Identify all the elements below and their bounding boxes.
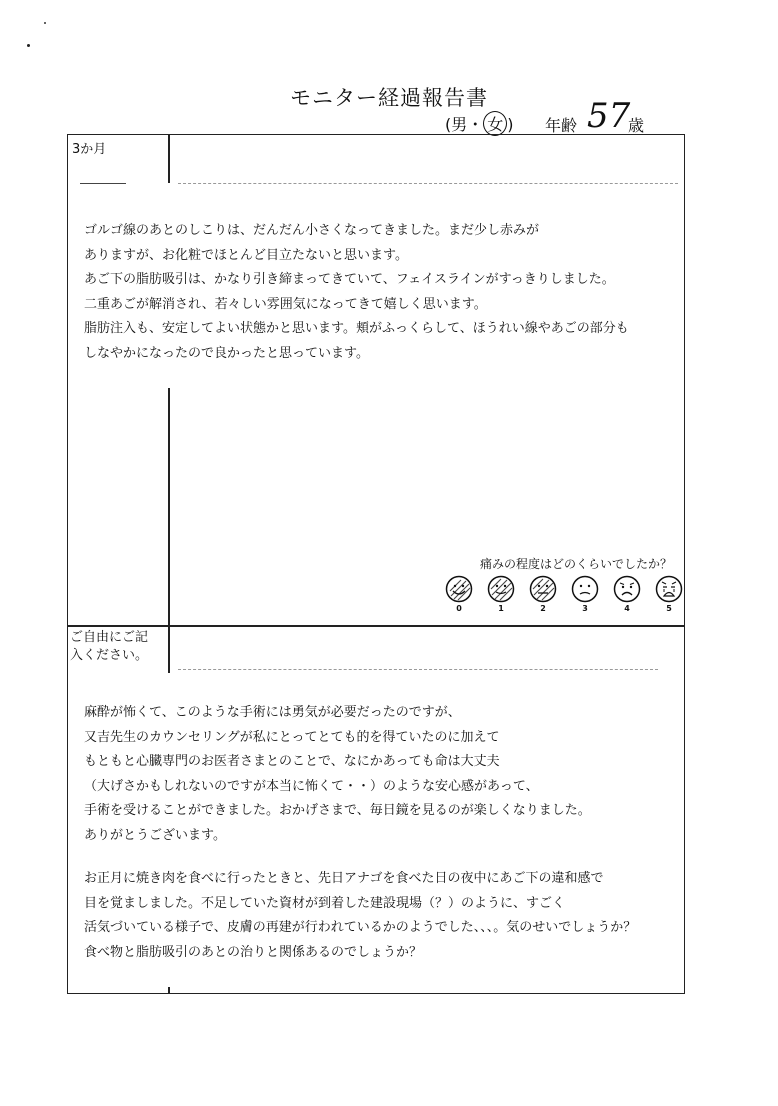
- face-slight-smile-icon: [487, 575, 515, 603]
- section1-label: 3か月: [72, 142, 107, 157]
- scan-speck: [44, 22, 46, 24]
- gender-selector: [445, 111, 514, 136]
- section2-label-line: ご自由にご記: [70, 630, 149, 645]
- section1-text: [84, 219, 629, 366]
- face-slight-frown-icon: [571, 575, 599, 603]
- pain-value-label: 2: [540, 604, 546, 613]
- text-line: もともと心臓専門のお医者さまとのことで、なにかあっても命は大丈夫: [84, 754, 500, 769]
- section2-text-para2: [84, 867, 636, 965]
- age-value[interactable]: 57: [587, 96, 631, 136]
- gender-separator: ・: [467, 115, 484, 134]
- guide-line: [80, 183, 126, 184]
- section2-label-line: 入ください。: [70, 648, 149, 663]
- text-line: ありがとうございます。: [84, 827, 226, 843]
- pain-value-label: 4: [624, 604, 630, 613]
- face-frown-icon: [613, 575, 641, 603]
- pain-value-label: 0: [456, 604, 462, 613]
- text-line: 活気づいている様子で、皮膚の再建が行われているかのようでした、、、。気のせいでしょうか？: [84, 920, 637, 935]
- pain-face-4[interactable]: [613, 575, 641, 613]
- pain-face-2[interactable]: [529, 575, 557, 613]
- gender-option-male[interactable]: 男: [451, 115, 468, 134]
- face-smile-icon: [445, 575, 473, 603]
- text-line: （大げさかもしれないのですが本当に怖くて・・）のような安心感があって、: [84, 778, 539, 794]
- pain-face-1[interactable]: [487, 575, 515, 613]
- text-line: 手術を受けることができました。おかげさまで、毎日鏡を見るのが楽しくなりました。: [84, 803, 591, 818]
- pain-value-label: 5: [666, 604, 672, 613]
- pain-value-label: 1: [498, 604, 504, 613]
- text-line: 食べ物と脂肪吸引のあとの治りと関係あるのでしょうか？: [84, 944, 423, 960]
- scan-speck: [27, 44, 30, 47]
- text-line: ありますが、お化粧でほとんど目立たないと思います。: [84, 247, 408, 263]
- pain-face-5[interactable]: [655, 575, 683, 613]
- report-form: [67, 134, 685, 994]
- label-column-divider: [168, 388, 170, 625]
- text-line: 又吉先生のカウンセリングが私にとってとても的を得ていたのに加えて: [84, 729, 500, 745]
- pain-value-label: 3: [582, 604, 588, 613]
- text-line: 二重あごが解消され、若々しい雰囲気になってきて嬉しく思います。: [84, 296, 487, 312]
- section2-text-para1: [84, 701, 591, 848]
- face-crying-icon: [655, 575, 683, 603]
- section-divider: [68, 625, 684, 627]
- gender-paren-close: ): [507, 115, 514, 134]
- label-column-divider: [168, 625, 170, 673]
- age-unit: 歳: [628, 116, 645, 135]
- document-title: モニター経過報告書: [290, 86, 488, 110]
- text-line: あご下の脂肪吸引は、かなり引き締まってきていて、フェイスラインがすっきりしました。: [84, 272, 615, 287]
- text-line: お正月に焼き肉を食べに行ったときと、先日アナゴを食べた日の夜中にあご下の違和感で: [84, 871, 604, 886]
- text-line: 麻酔が怖くて、このような手術には勇気が必要だったのですが、: [84, 705, 461, 720]
- text-line: 目を覚ましました。不足していた資材が到着した建設現場（？）のように、すごく: [84, 895, 566, 911]
- bottom-tick: [168, 987, 170, 993]
- pain-face-3[interactable]: [571, 575, 599, 613]
- label-column-divider: [168, 135, 170, 183]
- text-line: 脂肪注入も、安定してよい状態かと思います。頬がふっくらして、ほうれい線やあごの部分も: [84, 321, 629, 336]
- text-line: ゴルゴ線のあとのしこりは、だんだん小さくなってきました。まだ少し赤みが: [84, 223, 540, 238]
- pain-scale: [445, 575, 685, 623]
- age-label: 年齢: [545, 116, 578, 135]
- gender-paren-open: (: [445, 115, 452, 134]
- section2-label: [70, 629, 148, 665]
- face-neutral-icon: [529, 575, 557, 603]
- pain-face-0[interactable]: [445, 575, 473, 613]
- gender-option-female[interactable]: 女: [483, 111, 507, 136]
- guide-line: [178, 669, 658, 670]
- guide-line: [178, 183, 678, 184]
- text-line: しなやかになったので良かったと思っています。: [84, 345, 369, 361]
- pain-question: 痛みの程度はどのくらいでしたか？: [480, 557, 673, 571]
